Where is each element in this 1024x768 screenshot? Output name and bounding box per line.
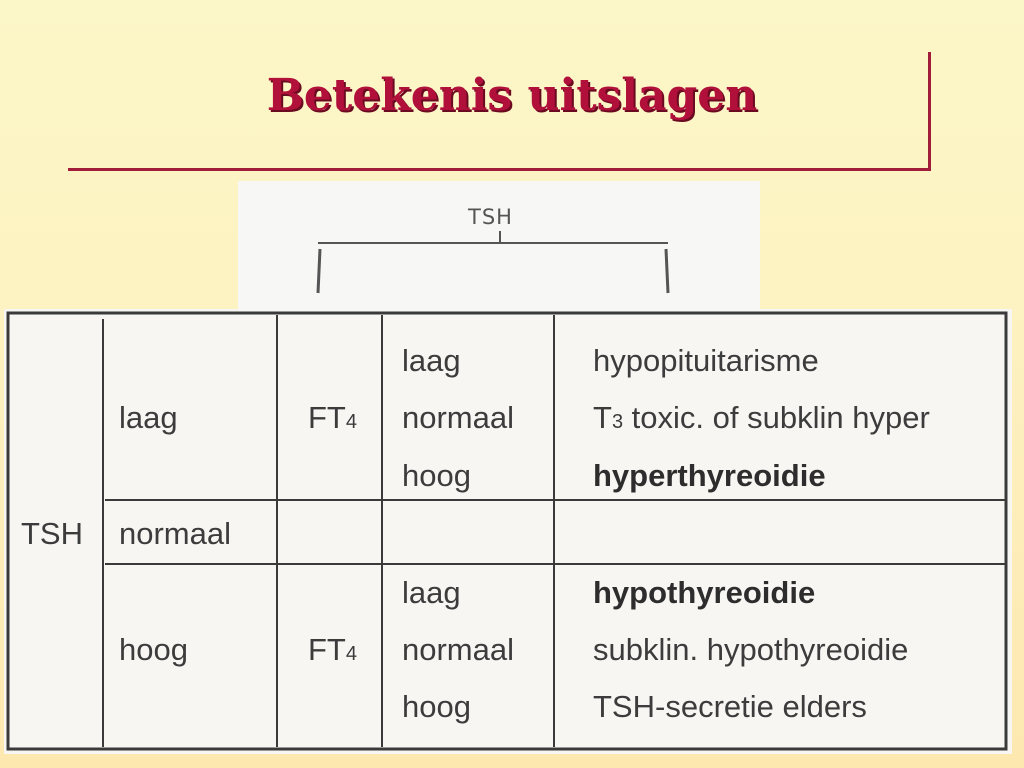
interpretation: hyperthyreoidie bbox=[593, 458, 826, 493]
tsh-value-normaal: normaal bbox=[119, 516, 231, 551]
ft4-value: laag bbox=[402, 343, 461, 378]
title-divider-horizontal bbox=[68, 168, 931, 171]
scanned-diagram-fragment bbox=[238, 181, 760, 311]
ft4-value: hoog bbox=[402, 458, 471, 493]
interpretation: TSH-secretie elders bbox=[593, 689, 867, 724]
tsh-value-hoog: hoog bbox=[119, 632, 188, 667]
tsh-row-header: TSH bbox=[21, 516, 83, 551]
interpretation: hypopituitarisme bbox=[593, 343, 819, 378]
diagram-tree-lines bbox=[238, 181, 760, 311]
ft4-label: FT4 bbox=[308, 400, 357, 435]
ft4-value: hoog bbox=[402, 689, 471, 724]
results-table bbox=[4, 309, 1012, 754]
tsh-value-laag: laag bbox=[119, 400, 178, 435]
ft4-value: laag bbox=[402, 575, 461, 610]
interpretation: hypothyreoidie bbox=[593, 575, 816, 610]
ft4-label: FT4 bbox=[308, 632, 357, 667]
ft4-value: normaal bbox=[402, 400, 514, 435]
interpretation: subklin. hypothyreoidie bbox=[593, 632, 909, 667]
interpretation: T3 toxic. of subklin hyper bbox=[593, 400, 930, 435]
slide-title: Betekenis uitslagen bbox=[266, 70, 758, 121]
ft4-value: normaal bbox=[402, 632, 514, 667]
diagram-tsh-label: TSH bbox=[468, 205, 513, 229]
